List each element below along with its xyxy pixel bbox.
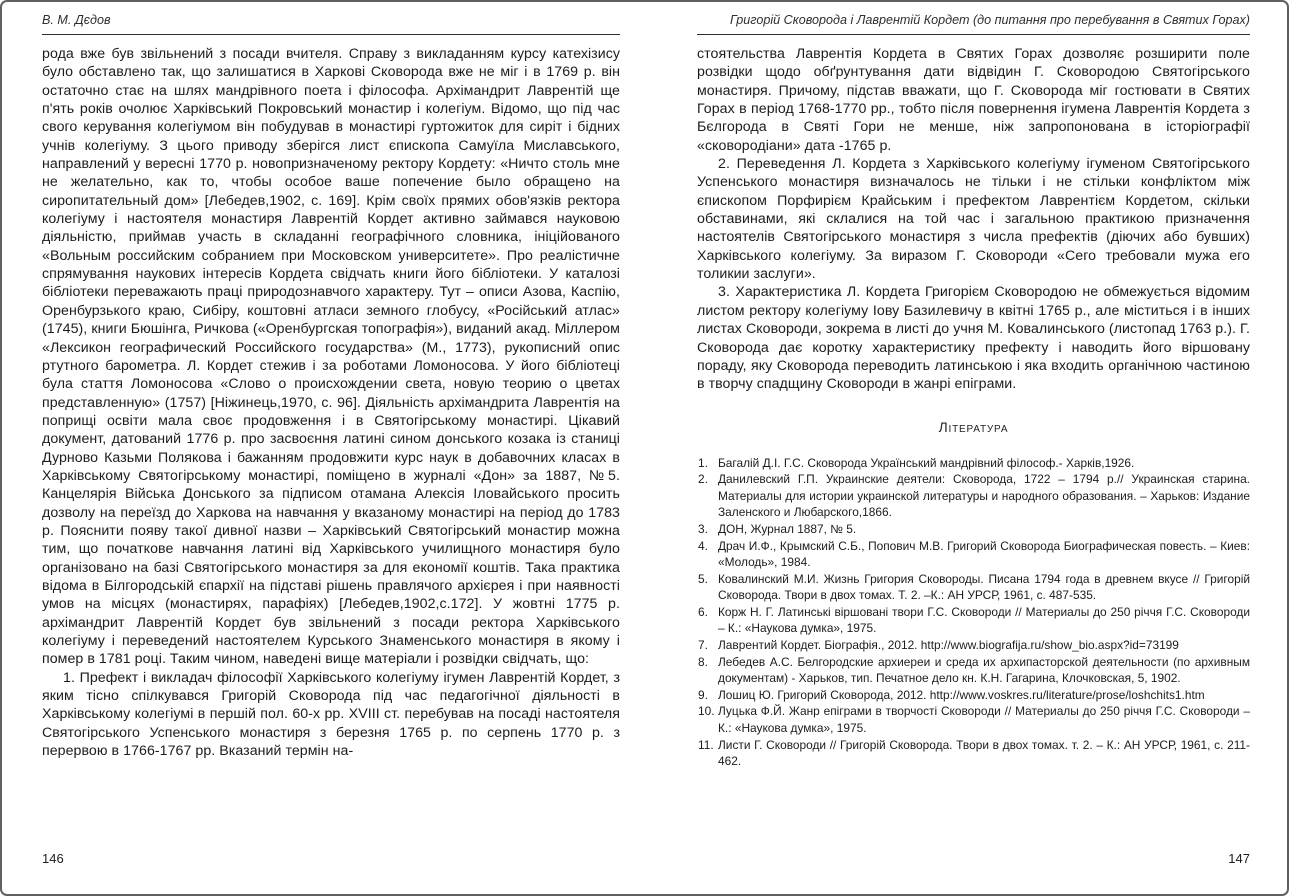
reference-item: Ковалинский М.И. Жизнь Григория Сковороды. Писана 1794 года в древнем вкусе // Григорій Сковорода. Твори в двох томах. Т. 2. –К.: АН УРСР, 1961, с. 487-535. — [718, 571, 1250, 603]
paragraph: 2. Переведення Л. Кордета з Харківського колегіуму ігуменом Святогірського Успенського монастиря визначалось не тільки і не стільки конфліктом між єпископом Порфирієм Крайським і префектом Лаврентієм Кордетом, скільки обставинами, які склалися на той час і загальною практикою призначення настоятелів Святогірського монастиря з числа префектів (діючих або бувших) Харківського колегіуму. За виразом Г. Сковороди «Сего требовали мужа его толикии заслуги». — [697, 156, 1250, 283]
paragraph: стоятельства Лаврентія Кордета в Святих Горах дозволяє розширити поле розвідки щодо обґрунтування дати відвідин Г. Сковородою Святогірського монастиря. Причому, підстав вважати, що Г. Сковорода міг гостювати в Святих Горах в період 1768-1770 рр., тобто після повернення ігумена Лаврентія Кордета з Бєлгорода в Святі Гори не менше, ніж запропонована в історіографії «сковородіани» дата -1765 р. — [697, 46, 1250, 154]
running-head-rule-right — [697, 34, 1250, 35]
page-number-147: 147 — [1228, 851, 1250, 866]
reference-list — [697, 455, 1250, 770]
right-page — [697, 0, 1250, 896]
reference-item: Драч И.Ф., Крымский С.Б., Попович М.В. Григорий Сковорода Биографическая повесть. – Киев: «Молодь», 1984. — [718, 538, 1250, 570]
left-page — [42, 0, 620, 896]
reference-item: Луцька Ф.Й. Жанр епіграми в творчості Сковороди // Материалы до 250 річчя Г.С. Сковороди – К.: «Наукова думка», 1975. — [718, 704, 1250, 736]
reference-item: ДОН, Журнал 1887, № 5. — [718, 521, 857, 536]
right-page-body — [697, 45, 1250, 770]
reference-item: Лебедев А.С. Белгородские архиереи и среда их архипасторской деятельности (по архивным документам) - Харьков, тип. Печатное дело кн. К.Н. Гагарина, Клочковская, 5, 1902. — [718, 654, 1250, 686]
running-head-rule-left — [42, 34, 620, 35]
reference-item: Корж Н. Г. Латинські віршовані твори Г.С. Сковороди // Материалы до 250 річчя Г.С. Сковороди – К.: «Наукова думка», 1975. — [718, 604, 1250, 636]
reference-item: Листи Г. Сковороди // Григорій Сковорода. Твори в двох томах. т. 2. – К.: АН УРСР, 1961, с. 211-462. — [718, 737, 1250, 769]
paragraph: 3. Характеристика Л. Кордета Григорієм Сковородою не обмежується відомим листом ректору колегіуму Іову Базилевичу в квітні 1765 р., але міститься і в інших листах Сковороди, зокрема в листі до учня М. Ковалинського (листопад 1763 р.). Г. Сковорода дає коротку характеристику префекту і наводить його віршовану пораду, яку Сковорода переводить латинською і яка входить органічною частиною в творчу спадщину Сковороди в жанрі епіграми. — [697, 284, 1250, 393]
reference-item: Лошиц Ю. Григорий Сковорода, 2012. http://www.voskres.ru/literature/prose/loshchits1.htm — [718, 687, 1205, 702]
paragraph: рода вже був звільнений з посади вчителя. Справу з викладанням курсу катехізису було обставлено так, що залишатися в Харкові Сковорода вже не міг і в 1769 р. він остаточно стає на шлях мандрівного поета і філософа. Архімандрит Лаврентій ще п'ять років очолює Харківський Покровський монастир і колегіум. Відомо, що під час свого керування колегіумом він побудував в монастирі гуртожиток для сиріт і бідних учнів колегіуму. З цього приводу зберігся лист єпископа Самуїла Миславського, направлений у вересні 1770 р. новопризначеному ректору Кордету: «Ничто столь мне не желательно, как то, чтобы особое ваше попечение было обращено на сиропитательный дом» [Лебедев,1902, с. 169]. Крім своїх прямих обов'язків ректора колегіуму і настоятеля монастиря Лаврентій Кордет активно займався науковою діяльністю, приймав участь в складанні географічного словника, ініційованого «Вольным российским собранием при Московском университете». Про реалістичне спрямування наукових інтересів Кордета свідчать книги його бібліотеки. У каталозі бібліотеки переважають праці природознавчого характеру. Тут – описи Азова, Каспію, Оренбурзького краю, Сибіру, коштовні атласи земного глобусу, «Російський атлас» (1745), книги Бюшінга, Ричкова («Оренбургская топографія»), виданий акад. Міллером «Лексикон географический Российского государства» (М., 1773), рукописний опис ртутного барометра. Л. Кордет стежив і за роботами Ломоносова. У його бібліотеці була стаття Ломоносова «Слово о происхождении света, новую теорию о цветах представленную» (1757) [Ніжинець,1970, с. 96]. Діяльність архімандрита Лаврентія на поприщі освіти мала своє продовження і в Святогірському монастирі. Цікавий документ, датований 1776 р. про засвоєння латині сином донського козака із станиці Дурново Казьми Полякова і бажанням продовжити курс наук в добавочних класах в Харківському Святогірському монастирі, поміщено в журналі «Дон» за 1887, №5. Канцелярія Війська Донського за підписом отамана Алексія Іловайського просить дозволу на переїзд до Харкова на навчання у вказаному монастирі на період до 1783 р. Пояснити появу такої дивної назви – Харківський Святогірський монастир можна тим, що початкове навчання латині від Харківського училищного монастиря було організовано на базі Святогірського монастиря за для економії коштів. Така практика відома в Білгородській єпархії на підставі рішень правлячого архієрея і при наявності умов на місцях (монастирях, парафіях) [Лебедев,1902,с.172]. У жовтні 1775 р. архімандрит Лаврентій Кордет був звільнений з посади ректора Харківського колегіуму і переведений настоятелем Курського Знаменського монастиря в якому і помер в 1781 році. Таким чином, наведені вище матеріали і розвідки свідчать, що: — [42, 46, 620, 668]
reference-item: Лаврентий Кордет. Біографія., 2012. http://www.biografija.ru/show_bio.aspx?id=73199 — [718, 638, 1179, 653]
reference-item: Данилевский Г.П. Украинские деятели: Сковорода, 1722 – 1794 р.// Украинская старина. Материалы для истории украинской литературы и народного образования. – Харьков: Издание Заленского и Любарского,1866. — [718, 472, 1250, 520]
reference-item: Багалій Д.І. Г.С. Сковорода Український мандрівний філософ.- Харків,1926. — [718, 455, 1135, 470]
page-number-146: 146 — [42, 851, 64, 866]
paragraph: 1. Префект і викладач філософії Харківського колегіуму ігумен Лаврентій Кордет, з яким тісно спілкувався Григорій Сковорода під час педагогічної діяльності в Харківському колегіумі в першій пол. 60-х рр. XVIII ст. перебував на посаді настоятеля Святогірського Успенського монастиря з березня 1765 р. по серпень 1770 р. з перервою в 1766-1767 рр. Вказаний термін на- — [42, 669, 620, 760]
literature-heading: Література — [938, 419, 1009, 435]
running-head-title: Григорій Сковорода і Лаврентій Кордет (до питання про перебування в Святих Горах) — [729, 13, 1250, 27]
left-page-body — [42, 45, 620, 760]
running-head-author: В. М. Дєдов — [42, 13, 111, 27]
